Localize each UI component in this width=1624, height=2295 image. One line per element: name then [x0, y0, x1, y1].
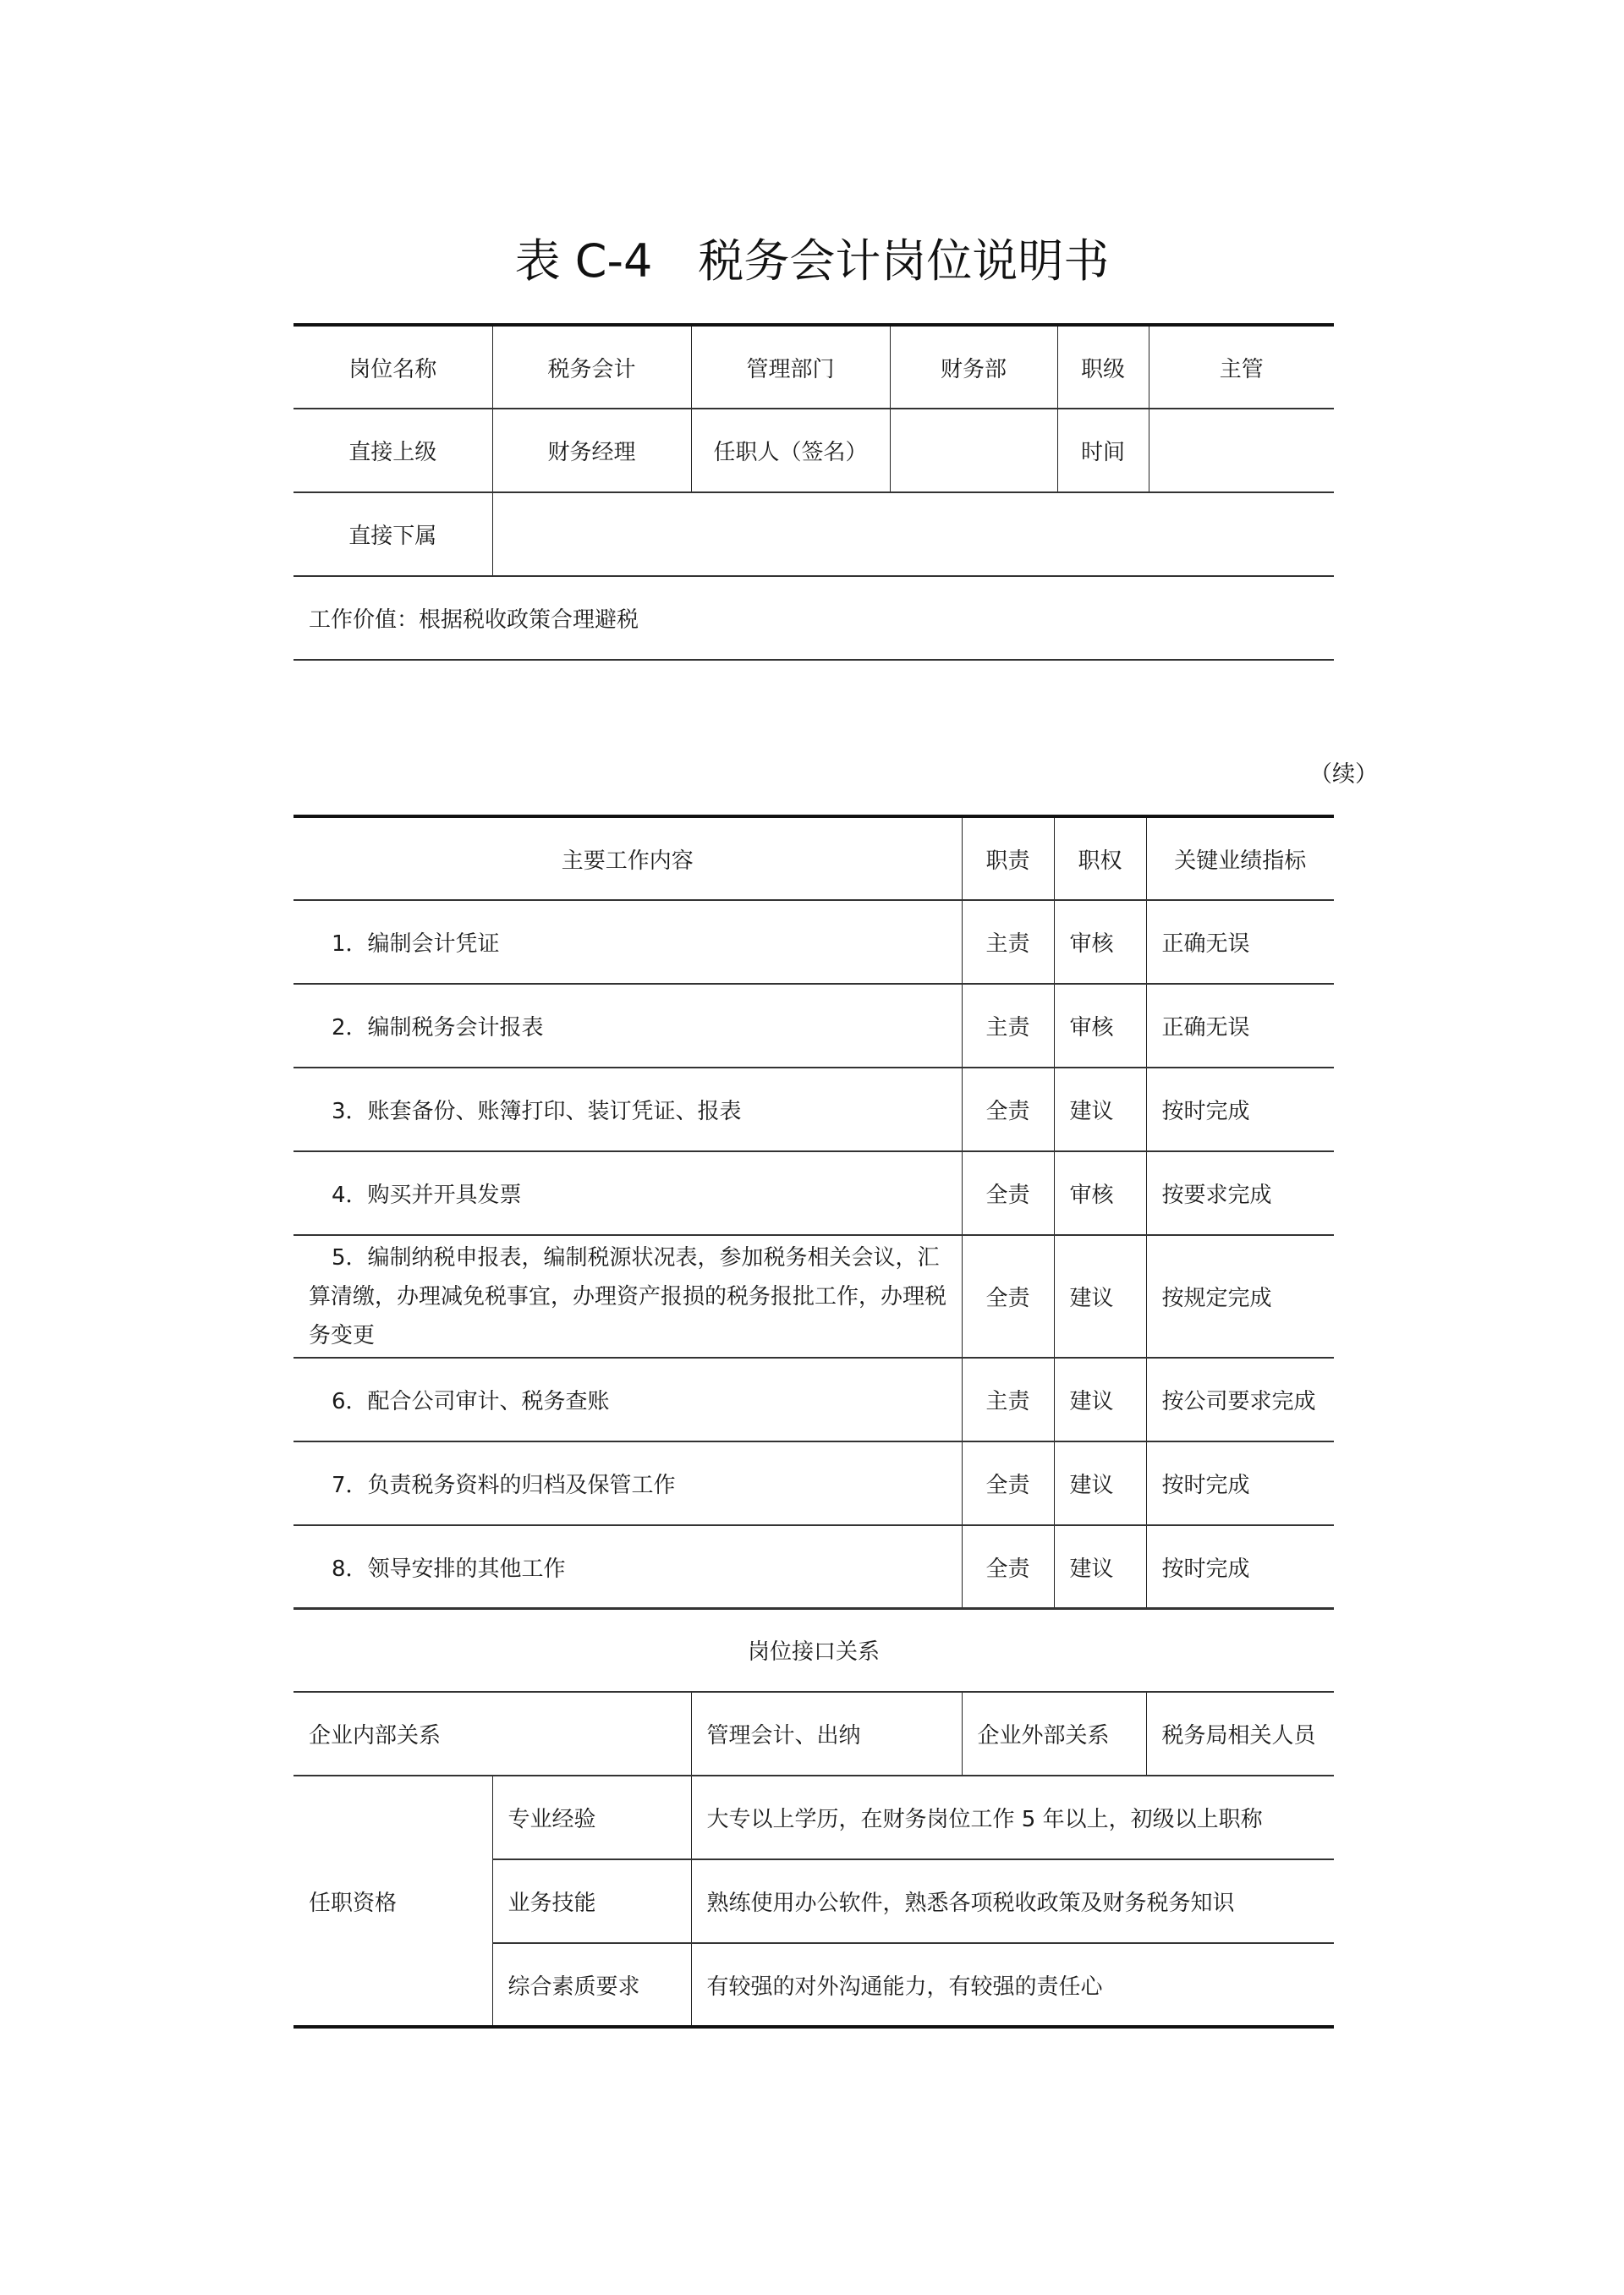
table-row [294, 1776, 1334, 1859]
duty-kpi: 按要求完成 [1146, 1151, 1334, 1235]
duty-kpi: 按规定完成 [1146, 1235, 1334, 1358]
duty-responsibility: 主责 [962, 900, 1054, 984]
subordinates-label: 直接下属 [294, 492, 492, 576]
table-row [294, 1692, 1334, 1776]
supervisor-label: 直接上级 [294, 409, 492, 492]
duty-content: 3．账套备份、账簿打印、装订凭证、报表 [294, 1068, 962, 1151]
duty-authority: 建议 [1054, 1235, 1146, 1358]
subordinates-field[interactable] [492, 492, 1334, 576]
duty-responsibility: 主责 [962, 984, 1054, 1068]
qualification-label: 专业经验 [492, 1776, 691, 1859]
duty-content: 1．编制会计凭证 [294, 900, 962, 984]
basic-info-table [294, 323, 1334, 661]
table-row [294, 325, 1334, 409]
work-value: 工作价值：根据税收政策合理避税 [294, 576, 1334, 660]
external-relations-value: 税务局相关人员 [1146, 1692, 1334, 1776]
duty-content: 2．编制税务会计报表 [294, 984, 962, 1068]
table-row [294, 576, 1334, 660]
table-header-row [294, 816, 1334, 900]
table-row [294, 1068, 1334, 1151]
duty-content: 4．购买并开具发票 [294, 1151, 962, 1235]
duty-responsibility: 全责 [962, 1068, 1054, 1151]
interface-title: 岗位接口关系 [294, 1608, 1334, 1692]
duty-kpi: 按公司要求完成 [1146, 1358, 1334, 1441]
duty-responsibility: 主责 [962, 1358, 1054, 1441]
duty-authority: 建议 [1054, 1441, 1146, 1525]
rank-label: 职级 [1057, 325, 1149, 409]
internal-relations-label: 企业内部关系 [294, 1692, 691, 1776]
header-responsibility: 职责 [962, 816, 1054, 900]
table-row [294, 1151, 1334, 1235]
duty-authority: 建议 [1054, 1358, 1146, 1441]
supervisor-value: 财务经理 [492, 409, 691, 492]
date-label: 时间 [1057, 409, 1149, 492]
duty-authority: 审核 [1054, 900, 1146, 984]
qualification-value: 熟练使用办公软件，熟悉各项税收政策及财务税务知识 [691, 1859, 1334, 1943]
table-row [294, 984, 1334, 1068]
duty-kpi: 按时完成 [1146, 1441, 1334, 1525]
position-name-value: 税务会计 [492, 325, 691, 409]
header-kpi: 关键业绩指标 [1146, 816, 1334, 900]
duty-responsibility: 全责 [962, 1525, 1054, 1609]
external-relations-label: 企业外部关系 [962, 1692, 1146, 1776]
duty-content: 8．领导安排的其他工作 [294, 1525, 962, 1609]
date-field[interactable] [1149, 409, 1334, 492]
department-value: 财务部 [890, 325, 1057, 409]
duty-authority: 建议 [1054, 1068, 1146, 1151]
duty-content: 6．配合公司审计、税务查账 [294, 1358, 962, 1441]
header-authority: 职权 [1054, 816, 1146, 900]
duty-kpi: 按时完成 [1146, 1525, 1334, 1609]
duty-content: 5．编制纳税申报表，编制税源状况表，参加税务相关会议，汇算清缴，办理减免税事宜，办理资产报损的税务报批工作，办理税务变更 [294, 1235, 962, 1358]
table-row [294, 492, 1334, 576]
duty-kpi: 正确无误 [1146, 900, 1334, 984]
continued-label: （续） [1309, 761, 1378, 788]
incumbent-signature-field[interactable] [890, 409, 1057, 492]
duty-kpi: 正确无误 [1146, 984, 1334, 1068]
table-row [294, 1608, 1334, 1692]
header-work-content: 主要工作内容 [294, 816, 962, 900]
internal-relations-value: 管理会计、出纳 [691, 1692, 962, 1776]
duty-responsibility: 全责 [962, 1441, 1054, 1525]
duty-kpi: 按时完成 [1146, 1068, 1334, 1151]
department-label: 管理部门 [691, 325, 890, 409]
table-row [294, 1441, 1334, 1525]
duty-responsibility: 全责 [962, 1235, 1054, 1358]
position-name-label: 岗位名称 [294, 325, 492, 409]
qualification-label: 业务技能 [492, 1859, 691, 1943]
duties-table [294, 815, 1334, 1610]
table-row [294, 1525, 1334, 1609]
document-title: 表 C-4 税务会计岗位说明书 [514, 234, 1110, 288]
table-row [294, 1235, 1334, 1358]
qualification-label: 综合素质要求 [492, 1943, 691, 2027]
incumbent-label: 任职人（签名） [691, 409, 890, 492]
table-row [294, 900, 1334, 984]
qualification-value: 有较强的对外沟通能力，有较强的责任心 [691, 1943, 1334, 2027]
rank-value: 主管 [1149, 325, 1334, 409]
interface-qualifications-table [294, 1607, 1334, 2029]
table-row [294, 1358, 1334, 1441]
duty-authority: 建议 [1054, 1525, 1146, 1609]
qualification-value: 大专以上学历，在财务岗位工作 5 年以上，初级以上职称 [691, 1776, 1334, 1859]
duty-responsibility: 全责 [962, 1151, 1054, 1235]
qualifications-label: 任职资格 [294, 1776, 492, 2027]
duty-authority: 审核 [1054, 984, 1146, 1068]
table-row [294, 409, 1334, 492]
duty-content: 7．负责税务资料的归档及保管工作 [294, 1441, 962, 1525]
duty-authority: 审核 [1054, 1151, 1146, 1235]
